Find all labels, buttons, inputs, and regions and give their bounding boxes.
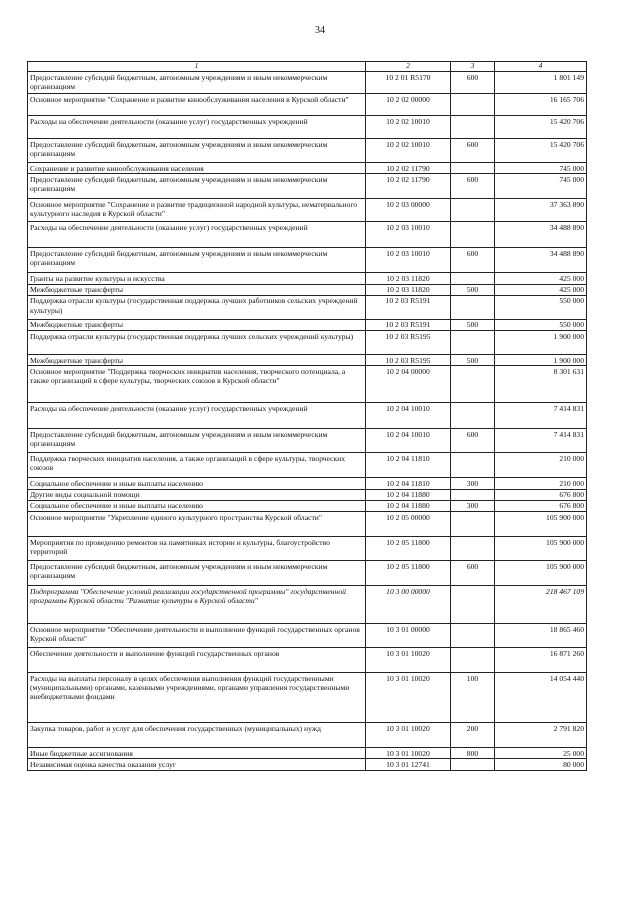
row-expense-type: 600 <box>451 561 495 586</box>
row-amount: 15 420 706 <box>495 116 587 139</box>
table-row <box>28 248 587 273</box>
row-amount: 425 000 <box>495 273 587 284</box>
table-row <box>28 624 587 648</box>
row-expense-type <box>451 273 495 284</box>
row-amount: 7 414 831 <box>495 429 587 453</box>
row-code: 10 2 03 10010 <box>366 248 451 273</box>
row-name: Предоставление субсидий бюджетным, автономным учреждениям и иным некоммерческим организациям <box>28 174 366 199</box>
row-code: 10 3 00 00000 <box>366 586 451 624</box>
row-name: Гранты на развитие культуры и искусства <box>28 273 366 284</box>
row-amount: 218 467 109 <box>495 586 587 624</box>
row-code: 10 3 01 00000 <box>366 624 451 648</box>
row-expense-type <box>451 624 495 648</box>
row-name: Предоставление субсидий бюджетным, автономным учреждениям и иным некоммерческим организациям <box>28 72 366 94</box>
row-amount: 1 900 000 <box>495 355 587 366</box>
row-name: Межбюджетные трансферты <box>28 284 366 295</box>
row-code: 10 2 02 11790 <box>366 174 451 199</box>
row-amount: 425 000 <box>495 284 587 295</box>
row-name: Другие виды социальной помощи <box>28 489 366 500</box>
table-row <box>28 72 587 94</box>
row-amount: 210 000 <box>495 478 587 489</box>
row-expense-type <box>451 163 495 174</box>
table-row <box>28 500 587 511</box>
row-amount: 676 800 <box>495 489 587 500</box>
table-row <box>28 748 587 759</box>
row-expense-type: 500 <box>451 284 495 295</box>
budget-table <box>27 61 587 771</box>
table-row <box>28 163 587 174</box>
row-expense-type <box>451 94 495 116</box>
row-name: Независимая оценка качества оказания услуг <box>28 759 366 770</box>
row-code: 10 2 05 00000 <box>366 512 451 537</box>
row-code: 10 2 03 R5195 <box>366 355 451 366</box>
row-name: Поддержка отрасли культуры (государственная поддержка лучших работников сельских учреждений культуры) <box>28 295 366 319</box>
row-amount: 105 900 000 <box>495 561 587 586</box>
row-expense-type: 600 <box>451 248 495 273</box>
row-name: Предоставление субсидий бюджетным, автономным учреждениям и иным некоммерческим организациям <box>28 248 366 273</box>
table-row <box>28 586 587 624</box>
row-expense-type: 300 <box>451 478 495 489</box>
row-expense-type: 600 <box>451 72 495 94</box>
row-amount: 105 900 000 <box>495 512 587 537</box>
row-amount: 80 000 <box>495 759 587 770</box>
table-row <box>28 366 587 403</box>
row-amount: 16 165 706 <box>495 94 587 116</box>
row-code: 10 2 02 11790 <box>366 163 451 174</box>
row-code: 10 2 05 11800 <box>366 561 451 586</box>
row-name: Основное мероприятие "Поддержка творческих инициатив населения, творческого потенциала, а также организаций в сфере культуры, творческих союзов в Курской области" <box>28 366 366 403</box>
row-amount: 1 900 000 <box>495 331 587 355</box>
row-name: Подпрограмма "Обеспечение условий реализации государственной программы" государственной программы Курской области "Развитие культуры в Курской области" <box>28 586 366 624</box>
table-header-row <box>28 62 587 72</box>
row-amount: 16 871 260 <box>495 648 587 673</box>
table-row <box>28 489 587 500</box>
table-row <box>28 94 587 116</box>
header-col-2: 2 <box>366 62 451 72</box>
row-expense-type <box>451 116 495 139</box>
row-name: Межбюджетные трансферты <box>28 355 366 366</box>
row-name: Социальное обеспечение и иные выплаты населению <box>28 500 366 511</box>
row-amount: 37 363 890 <box>495 199 587 222</box>
row-expense-type <box>451 222 495 248</box>
header-col-3: 3 <box>451 62 495 72</box>
row-amount: 8 301 631 <box>495 366 587 403</box>
table-row <box>28 648 587 673</box>
row-expense-type <box>451 489 495 500</box>
row-name: Предоставление субсидий бюджетным, автономным учреждениям и иным некоммерческим организациям <box>28 429 366 453</box>
row-name: Социальное обеспечение и иные выплаты населению <box>28 478 366 489</box>
row-expense-type <box>451 366 495 403</box>
row-amount: 676 800 <box>495 500 587 511</box>
header-col-4: 4 <box>495 62 587 72</box>
row-code: 10 2 03 11820 <box>366 273 451 284</box>
row-amount: 15 420 706 <box>495 139 587 163</box>
row-expense-type <box>451 331 495 355</box>
table-row <box>28 512 587 537</box>
table-row <box>28 759 587 770</box>
row-code: 10 3 01 10020 <box>366 648 451 673</box>
row-expense-type <box>451 295 495 319</box>
row-expense-type: 100 <box>451 673 495 723</box>
row-amount: 1 801 149 <box>495 72 587 94</box>
row-name: Сохранение и развитие кинообслуживания населения <box>28 163 366 174</box>
row-expense-type <box>451 403 495 429</box>
table-row <box>28 429 587 453</box>
table-row <box>28 139 587 163</box>
table-row <box>28 723 587 748</box>
row-code: 10 2 03 10010 <box>366 222 451 248</box>
row-expense-type <box>451 453 495 478</box>
row-code: 10 2 03 11820 <box>366 284 451 295</box>
table-row <box>28 199 587 222</box>
row-code: 10 2 02 10010 <box>366 139 451 163</box>
row-amount: 745 000 <box>495 163 587 174</box>
row-expense-type: 600 <box>451 174 495 199</box>
table-row <box>28 453 587 478</box>
row-code: 10 2 04 11880 <box>366 500 451 511</box>
row-amount: 550 000 <box>495 295 587 319</box>
row-code: 10 2 04 11880 <box>366 489 451 500</box>
row-code: 10 2 04 10010 <box>366 429 451 453</box>
row-amount: 745 000 <box>495 174 587 199</box>
row-code: 10 2 03 R5191 <box>366 319 451 330</box>
row-name: Расходы на обеспечение деятельности (оказание услуг) государственных учреждений <box>28 116 366 139</box>
table-row <box>28 537 587 561</box>
row-name: Расходы на обеспечение деятельности (оказание услуг) государственных учреждений <box>28 222 366 248</box>
row-code: 10 2 04 00000 <box>366 366 451 403</box>
table-row <box>28 174 587 199</box>
row-name: Предоставление субсидий бюджетным, автономным учреждениям и иным некоммерческим организациям <box>28 561 366 586</box>
row-code: 10 3 01 12741 <box>366 759 451 770</box>
row-code: 10 3 01 10020 <box>366 748 451 759</box>
table-row <box>28 673 587 723</box>
row-amount: 105 900 000 <box>495 537 587 561</box>
row-name: Обеспечение деятельности и выполнение функций государственных органов <box>28 648 366 673</box>
row-code: 10 3 01 10020 <box>366 673 451 723</box>
row-name: Расходы на выплаты персоналу в целях обеспечения выполнения функций государственными (муниципальными) органами, казенными учреждениями, органами управления государственными внебюджетными фондами <box>28 673 366 723</box>
row-amount: 210 000 <box>495 453 587 478</box>
row-code: 10 2 04 10010 <box>366 403 451 429</box>
row-expense-type <box>451 648 495 673</box>
row-expense-type <box>451 586 495 624</box>
row-amount: 25 000 <box>495 748 587 759</box>
row-name: Расходы на обеспечение деятельности (оказание услуг) государственных учреждений <box>28 403 366 429</box>
row-name: Основное мероприятие "Укрепление единого культурного пространства Курской области" <box>28 512 366 537</box>
row-expense-type <box>451 759 495 770</box>
row-amount: 18 865 460 <box>495 624 587 648</box>
row-code: 10 2 02 10010 <box>366 116 451 139</box>
row-name: Закупка товаров, работ и услуг для обеспечения государственных (муниципальных) нужд <box>28 723 366 748</box>
table-row <box>28 478 587 489</box>
table-row <box>28 355 587 366</box>
row-name: Основное мероприятие "Сохранение и развитие кинообслуживания населения в Курской области" <box>28 94 366 116</box>
row-code: 10 2 01 R5170 <box>366 72 451 94</box>
table-row <box>28 561 587 586</box>
page-number: 34 <box>315 25 325 36</box>
row-name: Основное мероприятие "Обеспечение деятельности и выполнение функций государственных органов Курской области" <box>28 624 366 648</box>
row-expense-type: 500 <box>451 355 495 366</box>
table-row <box>28 319 587 330</box>
header-col-1: 1 <box>28 62 366 72</box>
table-row <box>28 403 587 429</box>
row-name: Поддержка творческих инициатив населения, а также организаций в сфере культуры, творческих союзов <box>28 453 366 478</box>
table-row <box>28 273 587 284</box>
table-row <box>28 295 587 319</box>
row-expense-type: 200 <box>451 723 495 748</box>
row-expense-type <box>451 512 495 537</box>
row-name: Мероприятия по проведению ремонтов на памятниках истории и культуры, благоустройство территорий <box>28 537 366 561</box>
row-expense-type: 500 <box>451 319 495 330</box>
row-code: 10 2 03 00000 <box>366 199 451 222</box>
row-expense-type: 600 <box>451 429 495 453</box>
row-expense-type: 600 <box>451 139 495 163</box>
row-amount: 14 054 440 <box>495 673 587 723</box>
row-name: Межбюджетные трансферты <box>28 319 366 330</box>
row-name: Основное мероприятие "Сохранение и развитие традиционной народной культуры, нематериального культурного наследия в Курской области" <box>28 199 366 222</box>
row-code: 10 2 04 11810 <box>366 453 451 478</box>
row-code: 10 3 01 10020 <box>366 723 451 748</box>
row-amount: 550 000 <box>495 319 587 330</box>
table-row <box>28 116 587 139</box>
row-code: 10 2 02 00000 <box>366 94 451 116</box>
table-row <box>28 284 587 295</box>
row-code: 10 2 03 R5195 <box>366 331 451 355</box>
row-expense-type: 300 <box>451 500 495 511</box>
row-name: Иные бюджетные ассигнования <box>28 748 366 759</box>
row-amount: 2 791 820 <box>495 723 587 748</box>
table-row <box>28 222 587 248</box>
row-code: 10 2 04 11810 <box>366 478 451 489</box>
row-code: 10 2 03 R5191 <box>366 295 451 319</box>
row-amount: 7 414 831 <box>495 403 587 429</box>
row-name: Предоставление субсидий бюджетным, автономным учреждениям и иным некоммерческим организациям <box>28 139 366 163</box>
row-expense-type <box>451 199 495 222</box>
row-expense-type <box>451 537 495 561</box>
table-row <box>28 331 587 355</box>
row-amount: 34 488 890 <box>495 222 587 248</box>
row-expense-type: 800 <box>451 748 495 759</box>
row-code: 10 2 05 11800 <box>366 537 451 561</box>
row-name: Поддержка отрасли культуры (государственная поддержка лучших сельских учреждений культуры) <box>28 331 366 355</box>
row-amount: 34 488 890 <box>495 248 587 273</box>
